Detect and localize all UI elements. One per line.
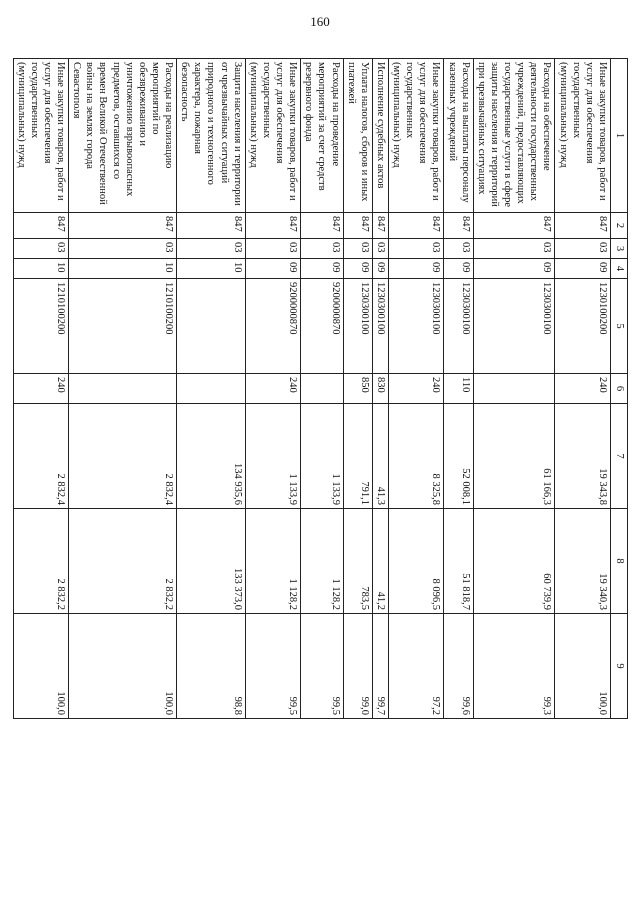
row-cell-c5: 9200000870 <box>301 279 343 374</box>
row-cell-c2: 847 <box>343 213 372 239</box>
row-cell-c4: 09 <box>444 259 473 279</box>
row-cell-c2: 847 <box>555 213 611 239</box>
row-cell-c4: 09 <box>245 259 301 279</box>
row-description: Иные закупки товаров, работ и услуг для обеспечения государственных (муниципальных) нужд <box>245 59 301 213</box>
row-cell-c4: 09 <box>343 259 372 279</box>
row-cell-c4: 10 <box>177 259 246 279</box>
row-cell-c9: 99,7 <box>372 614 388 719</box>
row-cell-c6: 110 <box>444 374 473 404</box>
row-cell-c3: 03 <box>444 239 473 259</box>
row-cell-c3: 03 <box>555 239 611 259</box>
table-row <box>343 59 372 719</box>
row-cell-c6 <box>473 374 555 404</box>
row-description: Защита населения и территории от чрезвычайных ситуаций природного и техногенного характера, пожарная безопасность <box>177 59 246 213</box>
column-header: 8 <box>611 509 628 614</box>
row-cell-c5: 1230300100 <box>343 279 372 374</box>
row-description: Исполнение судебных актов <box>372 59 388 213</box>
row-cell-c3: 03 <box>245 239 301 259</box>
row-cell-c7: 52 008,1 <box>444 404 473 509</box>
row-cell-c8: 8 096,5 <box>389 509 445 614</box>
row-cell-c3: 03 <box>13 239 69 259</box>
row-cell-c4: 09 <box>301 259 343 279</box>
row-description: Иные закупки товаров, работ и услуг для обеспечения государственных (муниципальных) нужд <box>555 59 611 213</box>
row-cell-c9: 98,8 <box>177 614 246 719</box>
row-cell-c5: 1210100200 <box>13 279 69 374</box>
table-row <box>69 59 177 719</box>
row-cell-c2: 847 <box>69 213 177 239</box>
table-row <box>372 59 388 719</box>
row-cell-c5: 1230300100 <box>389 279 445 374</box>
row-cell-c5: 1230300100 <box>372 279 388 374</box>
row-cell-c4: 09 <box>389 259 445 279</box>
page-number: 160 <box>310 14 330 29</box>
row-cell-c9: 99,5 <box>301 614 343 719</box>
table-row <box>177 59 246 719</box>
row-cell-c5: 9200000870 <box>245 279 301 374</box>
row-cell-c7: 19 343,8 <box>555 404 611 509</box>
row-cell-c2: 847 <box>372 213 388 239</box>
row-cell-c6 <box>69 374 177 404</box>
row-cell-c3: 03 <box>372 239 388 259</box>
row-cell-c8: 133 373,0 <box>177 509 246 614</box>
table-row <box>13 59 69 719</box>
budget-table-container <box>15 58 628 718</box>
row-cell-c6: 240 <box>555 374 611 404</box>
column-header: 6 <box>611 374 628 404</box>
row-cell-c9: 99,3 <box>473 614 555 719</box>
row-cell-c4: 10 <box>13 259 69 279</box>
row-cell-c7: 2 832,4 <box>69 404 177 509</box>
row-description: Иные закупки товаров, работ и услуг для обеспечения государственных (муниципальных) нужд <box>13 59 69 213</box>
row-cell-c2: 847 <box>444 213 473 239</box>
row-cell-c7: 791,1 <box>343 404 372 509</box>
row-cell-c8: 60 739,9 <box>473 509 555 614</box>
row-description: Расходы на выплаты персоналу казенных учреждений <box>444 59 473 213</box>
row-cell-c7: 134 935,6 <box>177 404 246 509</box>
row-cell-c3: 03 <box>473 239 555 259</box>
row-cell-c9: 100,0 <box>555 614 611 719</box>
row-description: Расходы на проведение мероприятий за счет средств резервного фонда <box>301 59 343 213</box>
row-cell-c7: 1 133,9 <box>245 404 301 509</box>
column-header: 7 <box>611 404 628 509</box>
row-cell-c6: 850 <box>343 374 372 404</box>
column-header: 5 <box>611 279 628 374</box>
row-cell-c8: 1 128,2 <box>245 509 301 614</box>
row-cell-c8: 1 128,2 <box>301 509 343 614</box>
row-cell-c9: 99,0 <box>343 614 372 719</box>
row-cell-c8: 2 832,2 <box>13 509 69 614</box>
row-cell-c8: 51 818,7 <box>444 509 473 614</box>
row-cell-c7: 1 133,9 <box>301 404 343 509</box>
row-cell-c4: 09 <box>372 259 388 279</box>
row-cell-c8: 2 832,2 <box>69 509 177 614</box>
row-cell-c8: 19 340,3 <box>555 509 611 614</box>
row-cell-c4: 10 <box>69 259 177 279</box>
row-cell-c5: 1230300100 <box>444 279 473 374</box>
row-cell-c3: 03 <box>177 239 246 259</box>
row-cell-c6: 240 <box>389 374 445 404</box>
table-row <box>245 59 301 719</box>
row-cell-c9: 100,0 <box>69 614 177 719</box>
row-description: Иные закупки товаров, работ и услуг для обеспечения государственных (муниципальных) нужд <box>389 59 445 213</box>
row-cell-c4: 09 <box>555 259 611 279</box>
row-cell-c9: 100,0 <box>13 614 69 719</box>
row-cell-c7: 2 832,4 <box>13 404 69 509</box>
row-cell-c4: 09 <box>473 259 555 279</box>
table-row <box>301 59 343 719</box>
column-header: 2 <box>611 213 628 239</box>
table-row <box>473 59 555 719</box>
row-cell-c3: 03 <box>301 239 343 259</box>
table-row <box>389 59 445 719</box>
row-cell-c6: 240 <box>13 374 69 404</box>
row-cell-c2: 847 <box>389 213 445 239</box>
row-cell-c9: 99,5 <box>245 614 301 719</box>
row-cell-c6: 830 <box>372 374 388 404</box>
row-cell-c6 <box>301 374 343 404</box>
row-cell-c8: 41,2 <box>372 509 388 614</box>
row-cell-c7: 41,3 <box>372 404 388 509</box>
column-header: 4 <box>611 259 628 279</box>
row-cell-c2: 847 <box>245 213 301 239</box>
row-cell-c5: 1210100200 <box>69 279 177 374</box>
row-cell-c2: 847 <box>301 213 343 239</box>
row-cell-c3: 03 <box>69 239 177 259</box>
row-cell-c9: 97,2 <box>389 614 445 719</box>
row-cell-c5 <box>177 279 246 374</box>
row-cell-c3: 03 <box>343 239 372 259</box>
row-cell-c2: 847 <box>13 213 69 239</box>
row-cell-c5: 1230300100 <box>473 279 555 374</box>
table-row <box>444 59 473 719</box>
row-cell-c6: 240 <box>245 374 301 404</box>
row-cell-c2: 847 <box>177 213 246 239</box>
row-cell-c7: 8 325,8 <box>389 404 445 509</box>
row-cell-c8: 783,5 <box>343 509 372 614</box>
row-cell-c2: 847 <box>473 213 555 239</box>
row-cell-c5: 1230100200 <box>555 279 611 374</box>
row-description: Расходы на реализацию мероприятий по обезвреживанию и уничтожению взрывоопасных предметов, оставшихся со времен Великой Отечественной войны на землях города Севастополя <box>69 59 177 213</box>
header-row <box>611 59 628 719</box>
row-description: Расходы на обеспечение деятельности государственных учреждений, предоставляющих государственные услуги в сфере защиты населения и территорий при чрезвычайных ситуациях <box>473 59 555 213</box>
row-cell-c3: 03 <box>389 239 445 259</box>
row-cell-c9: 99,6 <box>444 614 473 719</box>
budget-table <box>13 58 628 719</box>
row-cell-c7: 61 166,3 <box>473 404 555 509</box>
column-header: 1 <box>611 59 628 213</box>
column-header: 9 <box>611 614 628 719</box>
row-cell-c6 <box>177 374 246 404</box>
row-description: Уплата налогов, сборов и иных платежей <box>343 59 372 213</box>
column-header: 3 <box>611 239 628 259</box>
table-row <box>555 59 611 719</box>
